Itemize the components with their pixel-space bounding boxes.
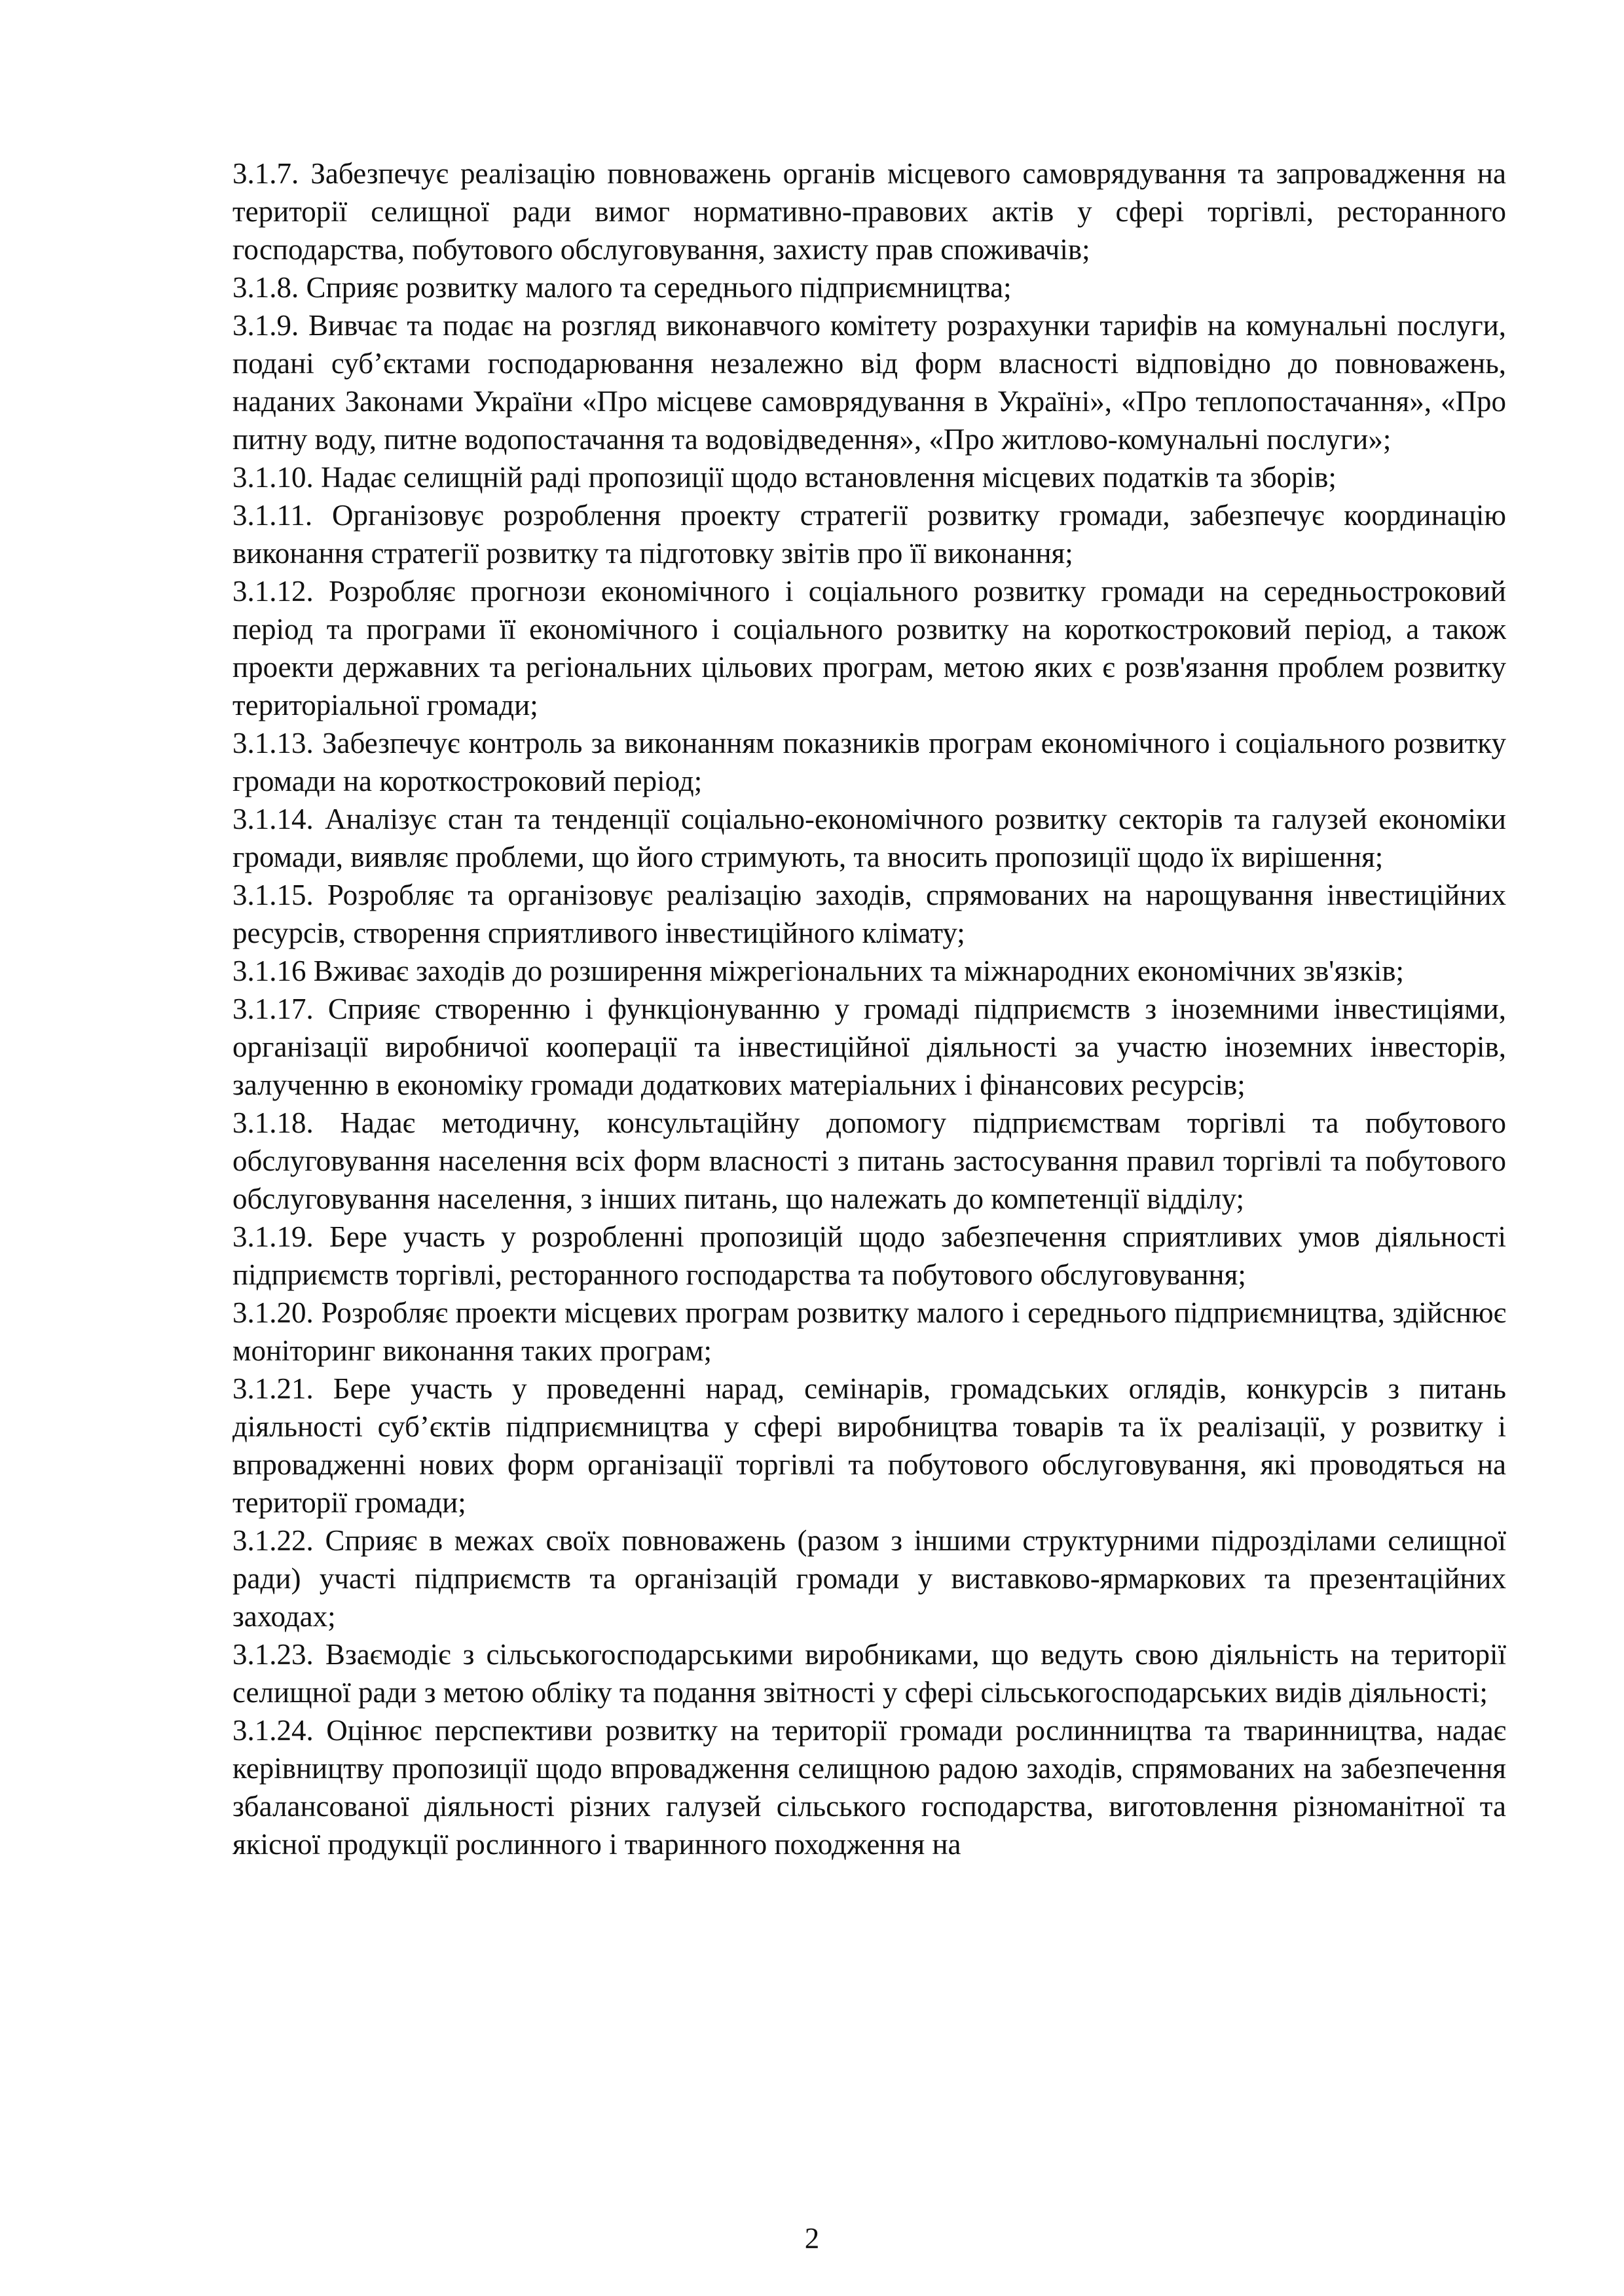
paragraph-3-1-11: 3.1.11. Організовує розроблення проекту стратегії розвитку громади, забезпечує координацію виконання стратегії розвитку та підготовку звітів про її виконання; bbox=[232, 499, 1506, 570]
paragraph-3-1-18: 3.1.18. Надає методичну, консультаційну допомогу підприємствам торгівлі та побутового обслуговування населення всіх форм власності з питань застосування правил торгівлі та побутового обслуговування населення, з інших питань, що належать до компетенції відділу; bbox=[232, 1106, 1506, 1215]
page-number: 2 bbox=[804, 2222, 820, 2255]
paragraph-3-1-14: 3.1.14. Аналізує стан та тенденції соціально-економічного розвитку секторів та галузей економіки громади, виявляє проблеми, що його стримують, та вносить пропозиції щодо їх вирішення; bbox=[232, 803, 1506, 873]
paragraph-3-1-8: 3.1.8. Сприяє розвитку малого та середнього підприємництва; bbox=[232, 271, 1012, 304]
paragraph-3-1-21: 3.1.21. Бере участь у проведенні нарад, семінарів, громадських оглядів, конкурсів з питань діяльності суб’єктів підприємництва у сфері виробництва товарів та їх реалізації, у розвитку і впровадженні нових форм організації торгівлі та побутового обслуговування, які проводяться на території громади; bbox=[232, 1372, 1506, 1519]
paragraph-3-1-15: 3.1.15. Розробляє та організовує реалізацію заходів, спрямованих на нарощування інвестиційних ресурсів, створення сприятливого інвестиційного клімату; bbox=[232, 879, 1506, 949]
paragraph-3-1-12: 3.1.12. Розробляє прогнози економічного і соціального розвитку громади на середньостроковий період та програми її економічного і соціального розвитку на короткостроковий період, а також проекти державних та регіональних цільових програм, метою яких є розв'язання проблем розвитку територіальної громади; bbox=[232, 575, 1506, 721]
paragraph-3-1-7: 3.1.7. Забезпечує реалізацію повноважень органів місцевого самоврядування та запровадження на території селищної ради вимог нормативно-правових актів у сфері торгівлі, ресторанного господарства, побутового обслуговування, захисту прав споживачів; bbox=[232, 157, 1506, 266]
paragraph-3-1-17: 3.1.17. Сприяє створенню і функціонуванню у громаді підприємств з іноземними інвестиціями, організації виробничої кооперації та інвестиційної діяльності за участю іноземних інвесторів, залученню в економіку громади додаткових матеріальних і фінансових ресурсів; bbox=[232, 993, 1506, 1101]
paragraph-3-1-23: 3.1.23. Взаємодіє з сільськогосподарськими виробниками, що ведуть свою діяльність на території селищної ради з метою обліку та подання звітності у сфері сільськогосподарських видів діяльності; bbox=[232, 1638, 1506, 1709]
paragraph-3-1-20: 3.1.20. Розробляє проекти місцевих програм розвитку малого і середнього підприємництва, здійснює моніторинг виконання таких програм; bbox=[232, 1296, 1506, 1367]
paragraph-3-1-24: 3.1.24. Оцінює перспективи розвитку на території громади рослинництва та тваринництва, надає керівництву пропозиції щодо впровадження селищною радою заходів, спрямованих на забезпечення збалансованої діяльності різних галузей сільського господарства, виготовлення різноманітної та якісної продукції рослинного і тваринного походження на bbox=[232, 1714, 1506, 1861]
paragraph-3-1-13: 3.1.13. Забезпечує контроль за виконанням показників програм економічного і соціального розвитку громади на короткостроковий період; bbox=[232, 727, 1506, 797]
paragraph-3-1-16: 3.1.16 Вживає заходів до розширення міжрегіональних та міжнародних економічних зв'язків; bbox=[232, 955, 1404, 987]
paragraph-3-1-22: 3.1.22. Сприяє в межах своїх повноважень (разом з іншими структурними підрозділами селищної ради) участі підприємств та організацій громади у виставково-ярмаркових та презентаційних заходах; bbox=[232, 1524, 1506, 1633]
paragraph-3-1-19: 3.1.19. Бере участь у розробленні пропозицій щодо забезпечення сприятливих умов діяльності підприємств торгівлі, ресторанного господарства та побутового обслуговування; bbox=[232, 1220, 1506, 1291]
document-body bbox=[232, 155, 1506, 1863]
paragraph-3-1-10: 3.1.10. Надає селищній раді пропозиції щодо встановлення місцевих податків та зборів; bbox=[232, 461, 1337, 494]
paragraph-3-1-9: 3.1.9. Вивчає та подає на розгляд виконавчого комітету розрахунки тарифів на комунальні послуги, подані суб’єктами господарювання незалежно від форм власності відповідно до повноважень, наданих Законами України «Про місцеве самоврядування в Україні», «Про теплопостачання», «Про питну воду, питне водопостачання та водовідведення», «Про житлово-комунальні послуги»; bbox=[232, 309, 1506, 456]
